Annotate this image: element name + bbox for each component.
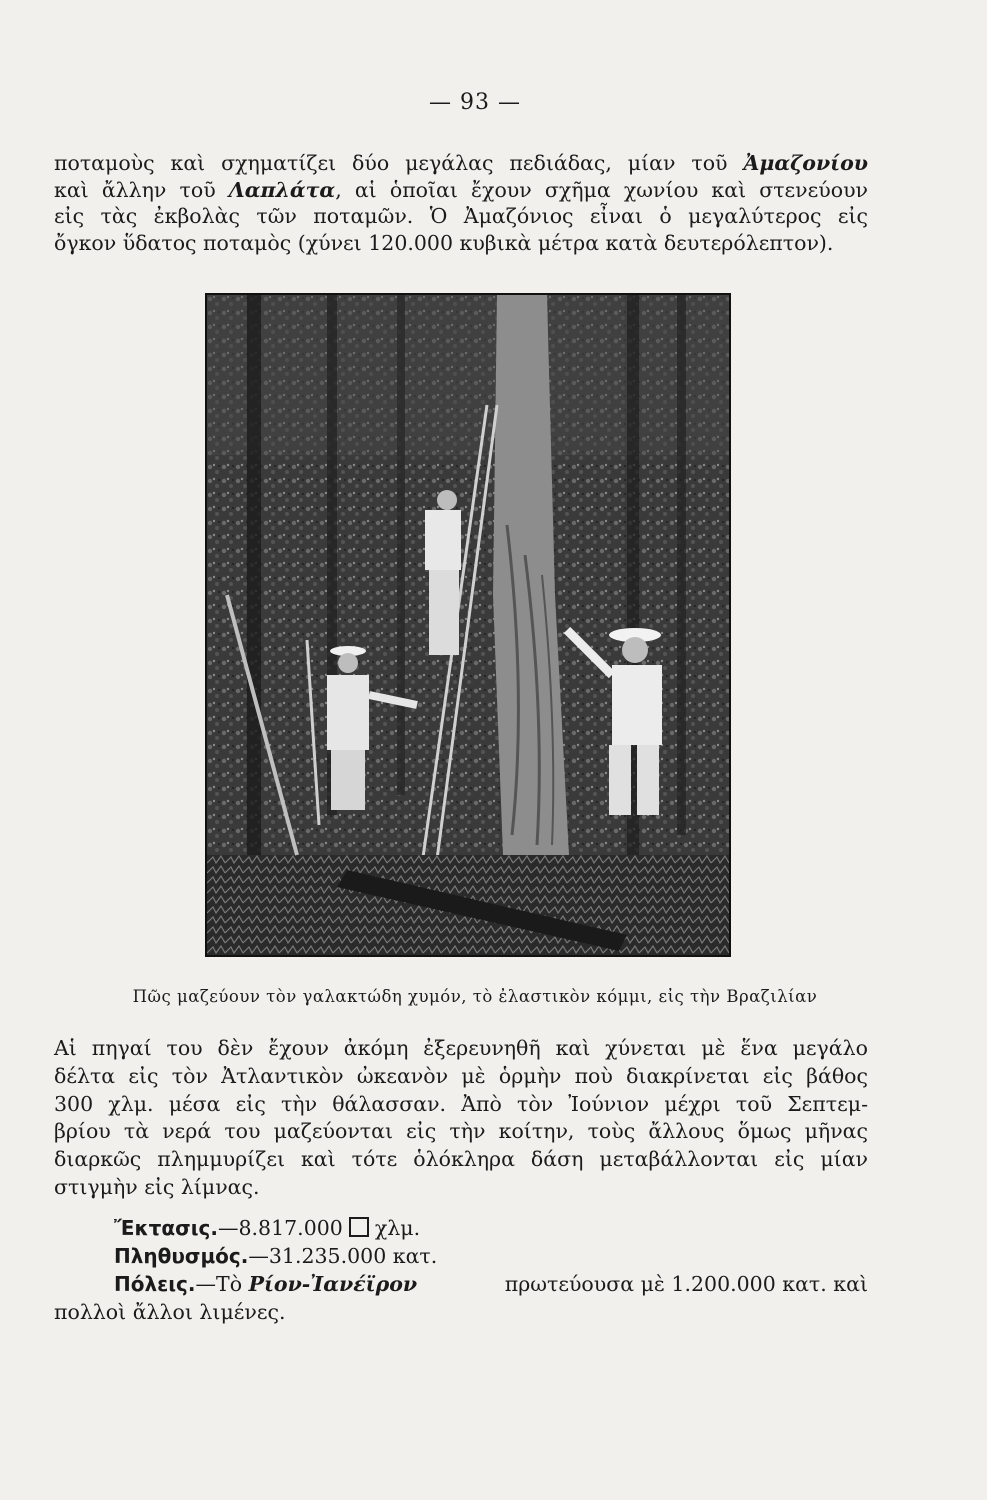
photo-illustration [207,295,729,955]
cities-label: Πόλεις. [114,1272,196,1296]
amazon-name: Ἀμαζονίου [743,151,868,175]
rubber-tapping-photo [205,293,731,957]
text-line: δέλτα εἰς τὸν Ἀτλαντικὸν ὠκεανὸν μὲ ὁρμὴν ποὺ διακρίνεται εἰς βάθος [54,1063,868,1088]
capital-name: Ρίον-Ἰανέϊρον [248,1272,418,1296]
cities-row [54,1270,868,1298]
country-stats [54,1214,868,1326]
population-label: Πληθυσμός. [114,1244,249,1268]
population-value: —31.235.000 κατ. [248,1244,438,1268]
text-line [54,150,868,177]
area-unit: χλμ. [374,1216,421,1240]
text-line: στιγμὴν εἰς λίμνας. [54,1174,260,1199]
text-line: ὄγκον ὕδατος ποταμὸς (χύνει 120.000 κυβικὰ μέτρα κατὰ δευτερόλεπτον). [54,230,834,255]
text-line: διαρκῶς πλημμυρίζει καὶ τότε ὁλόκληρα δάση μεταβάλλονται εἰς μίαν [54,1147,868,1172]
photo-caption: Πῶς μαζεύουν τὸν γαλακτώδη χυμόν, τὸ ἐλαστικὸν κόμμι, εἰς τὴν Βραζιλίαν [132,987,818,1006]
cities-pre: —Τὸ [195,1272,243,1296]
population-row [54,1242,868,1270]
square-symbol-icon [349,1217,369,1237]
top-paragraph [54,150,868,256]
text-line [54,177,868,204]
area-label: Ἔκτασις. [114,1216,218,1240]
cities-post: πρωτεύουσα μὲ 1.200.000 κατ. καὶ [504,1272,868,1296]
text-line: 300 χλμ. μέσα εἰς τὴν θάλασσαν. Ἀπὸ τὸν Ἰούνιον μέχρι τοῦ Σεπτεμ- [54,1091,868,1116]
area-row [54,1214,868,1242]
text-line: εἰς τὰς ἐκβολὰς τῶν ποταμῶν. Ὁ Ἀμαζόνιος εἶναι ὁ μεγαλύτερος εἰς [54,204,868,228]
text-span: ποταμοὺς καὶ σχηματίζει δύο μεγάλας πεδιάδας, μίαν τοῦ [54,151,728,175]
bottom-paragraph [54,1035,868,1202]
page-number: — 93 — [429,90,521,115]
area-value: —8.817.000 [218,1216,343,1240]
cities-continuation: πολλοὶ ἄλλοι λιμένες. [54,1300,286,1324]
text-line: Αἱ πηγαί του δὲν ἔχουν ἀκόμη ἐξερευνηθῆ καὶ χύνεται μὲ ἕνα μεγάλο [54,1036,868,1060]
text-line: βρίου τὰ νερά του μαζεύονται εἰς τὴν κοίτην, τοὺς ἄλλους ὅμως μῆνας [54,1119,868,1144]
text-span: , αἱ ὁποῖαι ἔχουν σχῆμα χωνίου καὶ στενεύουν [335,177,868,202]
text-span: καὶ ἄλλην τοῦ [54,177,216,202]
laplata-name: Λαπλάτα [228,177,336,202]
